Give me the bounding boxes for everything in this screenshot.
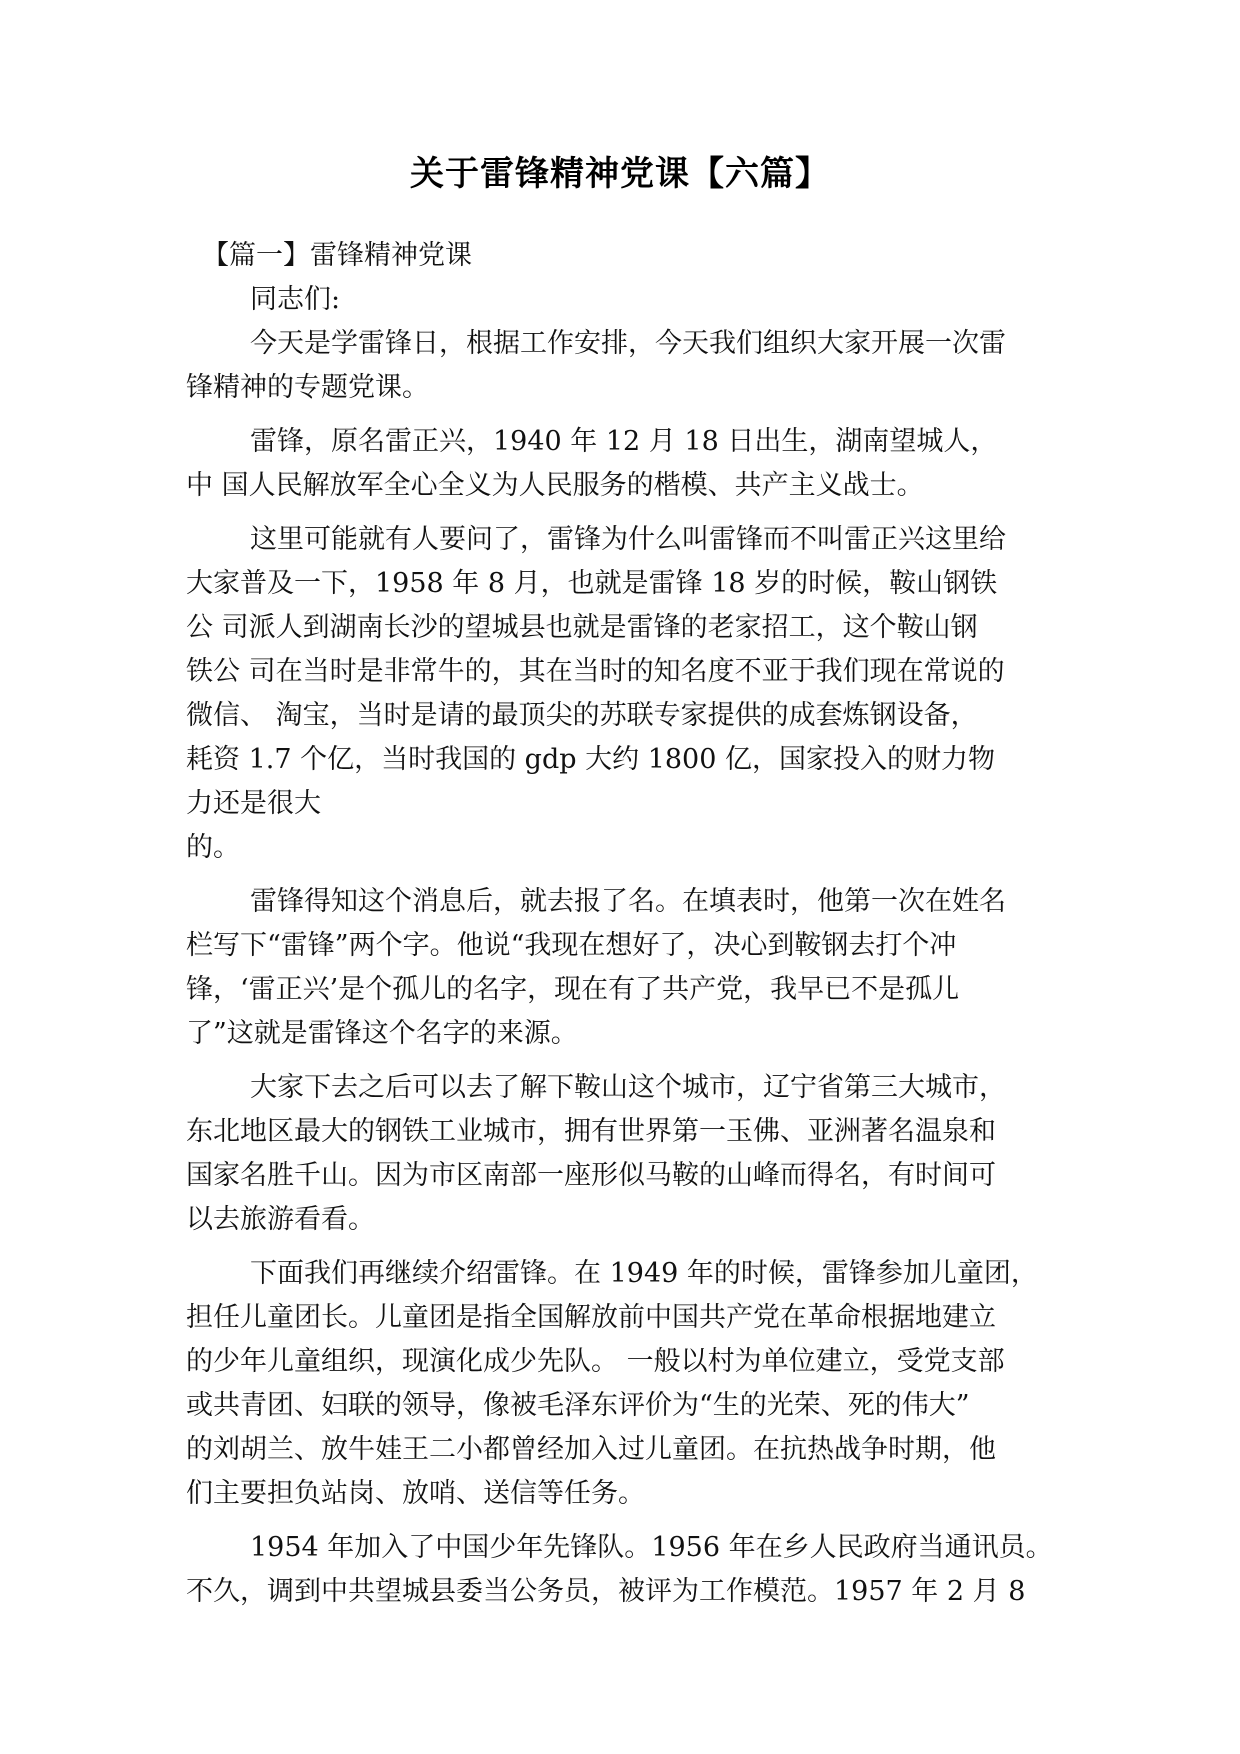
text-line: 这里可能就有人要问了，雷锋为什么叫雷锋而不叫雷正兴这里给 [250,524,1006,555]
text-line: 力还是很大 [186,788,321,819]
text-line: 们主要担负站岗、放哨、送信等任务。 [186,1478,645,1509]
text-line: 今天是学雷锋日，根据工作安排，今天我们组织大家开展一次雷 [250,328,1006,359]
text-line: 大家下去之后可以去了解下鞍山这个城市，辽宁省第三大城市， [250,1072,1006,1103]
text-line: 下面我们再继续介绍雷锋。在 1949 年的时候，雷锋参加儿童团， [250,1258,1038,1289]
document-title: 关于雷锋精神党课【六篇】 [410,154,830,194]
text-line: 耗资 1.7 个亿，当时我国的 gdp 大约 1800 亿，国家投入的财力物 [186,744,995,775]
text-line: 1954 年加入了中国少年先锋队。1956 年在乡人民政府当通讯员。 [250,1532,1053,1563]
text-line: 的。 [186,832,240,863]
document-body [186,234,1066,1614]
text-line: 雷锋，原名雷正兴，1940 年 12 月 18 日出生，湖南望城人， [250,426,998,457]
text-line: 锋，‘雷正兴’是个孤儿的名字，现在有了共产党，我早已不是孤儿 [186,974,960,1005]
text-line: 的少年儿童组织，现演化成少先队。 一般以村为单位建立，受党支部 [186,1346,1005,1377]
text-line: 栏写下“雷锋”两个字。他说“我现在想好了，决心到鞍钢去打个冲 [186,930,957,961]
text-line: 大家普及一下，1958 年 8 月，也就是雷锋 18 岁的时候，鞍山钢铁 [186,568,998,599]
text-line: 中 国人民解放军全心全义为人民服务的楷模、共产主义战士。 [186,470,924,501]
text-line: 了”这就是雷锋这个名字的来源。 [186,1018,578,1049]
text-line: 微信、 淘宝，当时是请的最顶尖的苏联专家提供的成套炼钢设备， [186,700,978,731]
section-heading: 【篇一】雷锋精神党课 [202,240,472,271]
text-line: 不久，调到中共望城县委当公务员，被评为工作模范。1957 年 2 月 8 [186,1576,1026,1607]
text-line: 担任儿童团长。儿童团是指全国解放前中国共产党在革命根据地建立 [186,1302,996,1333]
text-line: 或共青团、妇联的领导，像被毛泽东评价为“生的光荣、死的伟大” [186,1390,970,1421]
text-line: 公 司派人到湖南长沙的望城县也就是雷锋的老家招工，这个鞍山钢 [186,612,978,643]
text-line: 铁公 司在当时是非常牛的，其在当时的知名度不亚于我们现在常说的 [186,656,1005,687]
text-line: 同志们: [250,284,341,315]
text-line: 东北地区最大的钢铁工业城市，拥有世界第一玉佛、亚洲著名温泉和 [186,1116,996,1147]
text-line: 锋精神的专题党课。 [186,372,429,403]
text-line: 的刘胡兰、放牛娃王二小都曾经加入过儿童团。在抗热战争时期，他 [186,1434,996,1465]
text-line: 雷锋得知这个消息后，就去报了名。在填表时，他第一次在姓名 [250,886,1006,917]
text-line: 以去旅游看看。 [186,1204,375,1235]
text-line: 国家名胜千山。因为市区南部一座形似马鞍的山峰而得名，有时间可 [186,1160,996,1191]
